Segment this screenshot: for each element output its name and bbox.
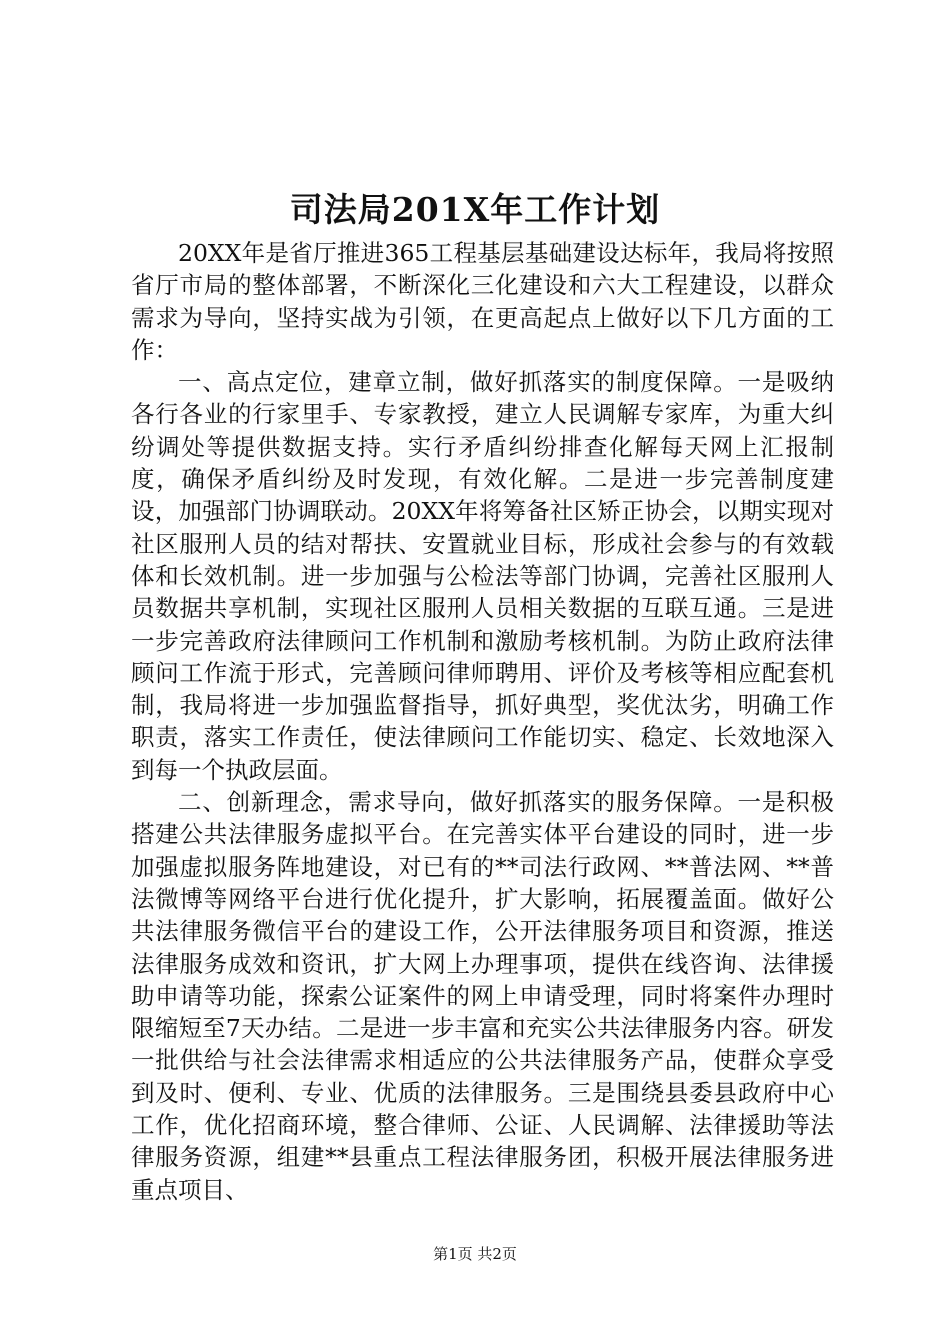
page-number-footer: 第1页 共2页 xyxy=(433,1245,517,1263)
section-two-paragraph: 二、创新理念，需求导向，做好抓落实的服务保障。一是积极搭建公共法律服务虚拟平台。在完善实体平台建设的同时，进一步加强虚拟服务阵地建设，对已有的**司法行政网、**普法网、**普法微博等网络平台进行优化提升，扩大影响，拓展覆盖面。做好公共法律服务微信平台的建设工作，公开法律服务项目和资源，推送法律服务成效和资讯，扩大网上办理事项，提供在线咨询、法律援助申请等功能，探索公证案件的网上申请受理，同时将案件办理时限缩短至7天办结。二是进一步丰富和充实公共法律服务内容。研发一批供给与社会法律需求相适应的公共法律服务产品，使群众享受到及时、便利、专业、优质的法律服务。三是围绕县委县政府中心工作，优化招商环境，整合律师、公证、人民调解、法律援助等法律服务资源，组建**县重点工程法律服务团，积极开展法律服务进重点项目、 xyxy=(131,788,834,1204)
section-one-paragraph: 一、高点定位，建章立制，做好抓落实的制度保障。一是吸纳各行各业的行家里手、专家教授，建立人民调解专家库，为重大纠纷调处等提供数据支持。实行矛盾纠纷排查化解每天网上汇报制度，确保矛盾纠纷及时发现，有效化解。二是进一步完善制度建设，加强部门协调联动。20XX年将筹备社区矫正协会，以期实现对社区服刑人员的结对帮扶、安置就业目标，形成社会参与的有效载体和长效机制。进一步加强与公检法等部门协调，完善社区服刑人员数据共享机制，实现社区服刑人员相关数据的互联互通。三是进一步完善政府法律顾问工作机制和激励考核机制。为防止政府法律顾问工作流于形式，完善顾问律师聘用、评价及考核等相应配套机制，我局将进一步加强监督指导，抓好典型，奖优汰劣，明确工作职责，落实工作责任，使法律顾问工作能切实、稳定、长效地深入到每一个执政层面。 xyxy=(131,368,834,784)
intro-paragraph: 20XX年是省厅推进365工程基层基础建设达标年，我局将按照省厅市局的整体部署，不断深化三化建设和六大工程建设，以群众需求为导向，坚持实战为引领，在更高起点上做好以下几方面的工作： xyxy=(131,239,834,364)
document-body xyxy=(131,237,834,1206)
document-title: 司法局201X年工作计划 xyxy=(289,190,661,229)
